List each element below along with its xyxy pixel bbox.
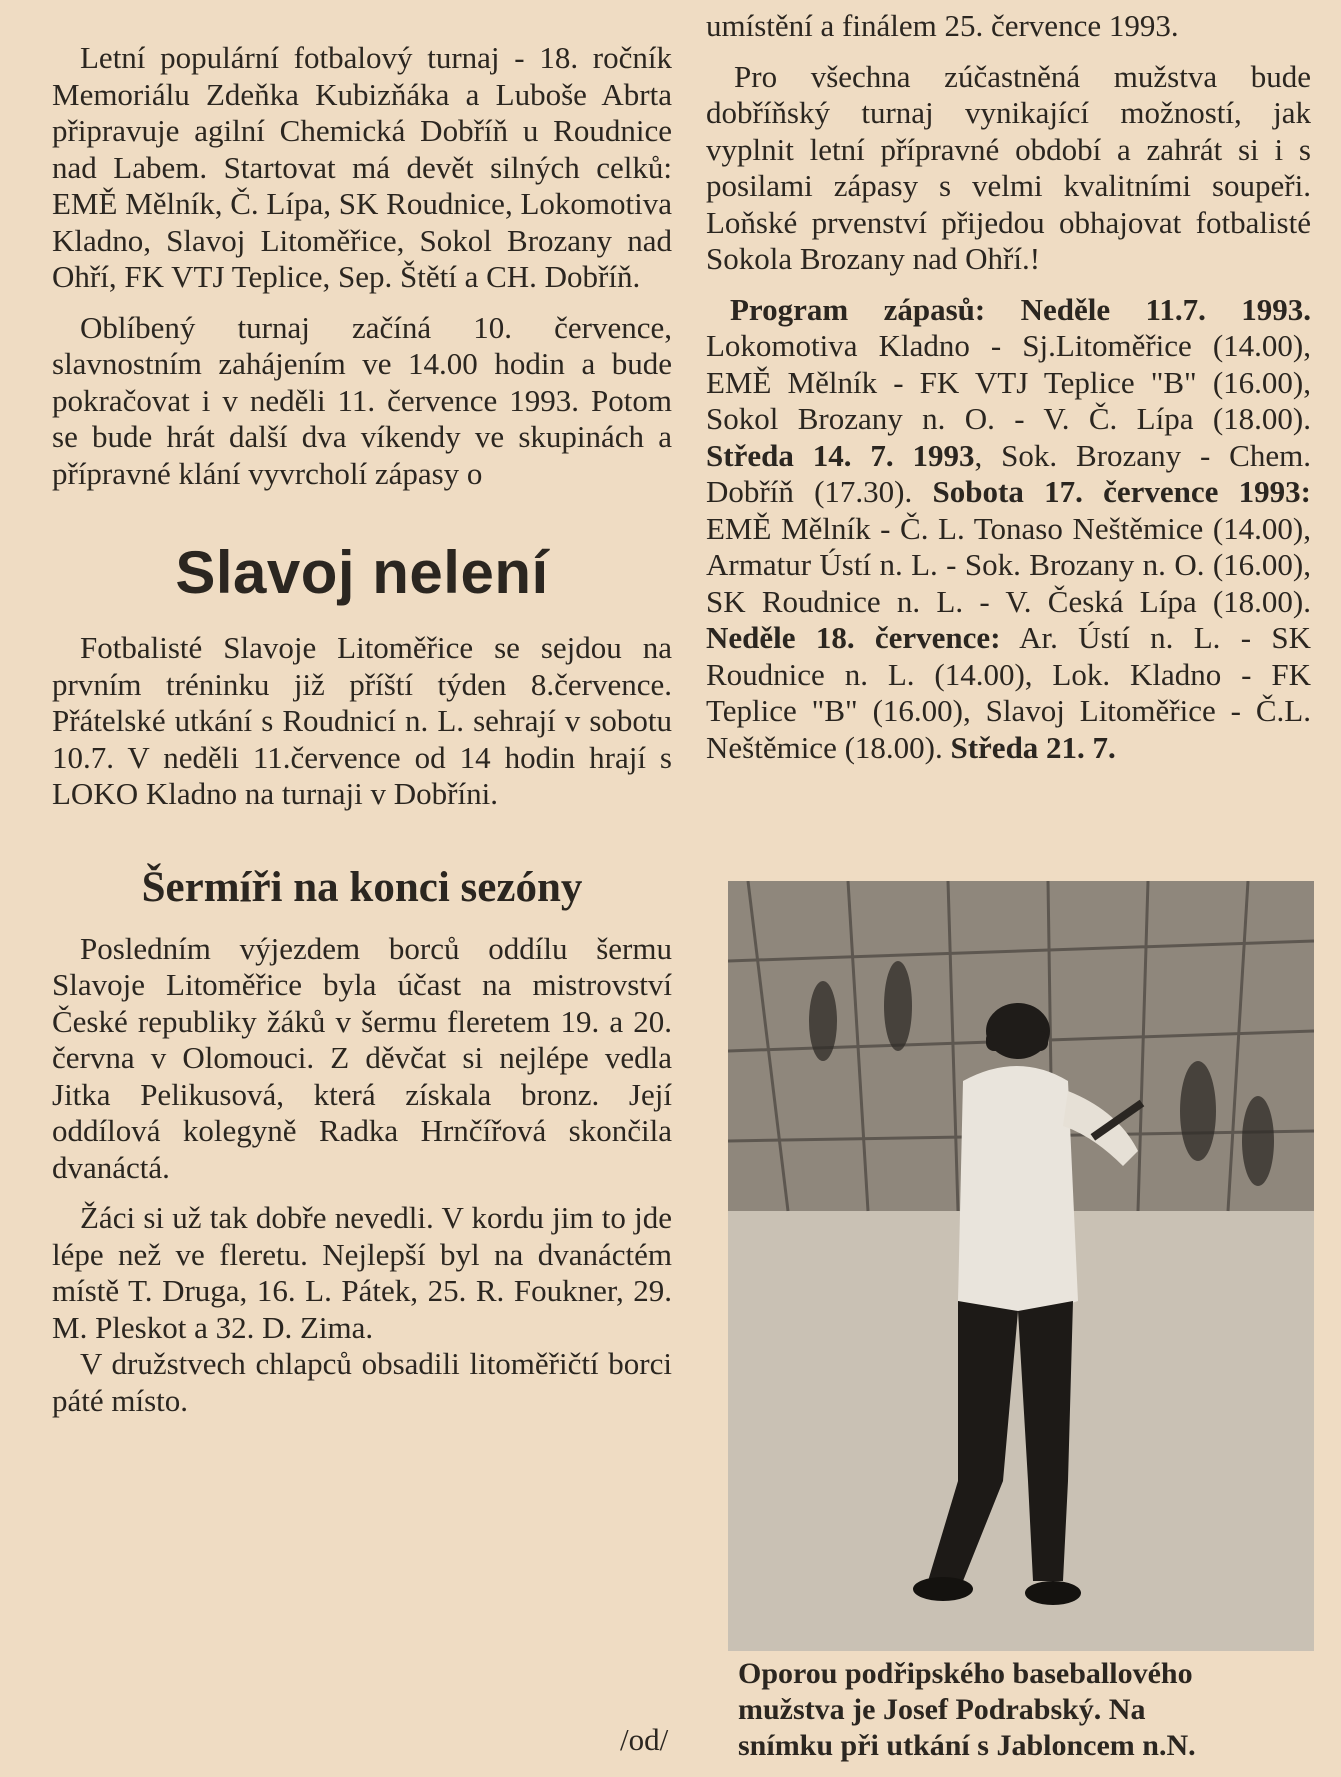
schedule-date-5: Středa 21. 7.: [950, 729, 1116, 765]
tournament-paragraph-2-continued: umístění a finálem 25. července 1993.: [706, 8, 1179, 43]
schedule-text-1: Lokomotiva Kladno - Sj.Litoměřice (14.00), EMĚ Mělník - FK VTJ Teplice "B" (16.00), Sokol Brozany n. O. - V. Č. Lípa (18.00).: [706, 328, 1311, 436]
sermiri-heading: Šermíři na konci sezóny: [141, 863, 583, 911]
slavoj-heading: Slavoj nelení: [175, 539, 549, 606]
right-column: [706, 0, 1311, 766]
sermiri-paragraph-3: V družstvech chlapců obsadili litoměřičtí borci páté místo.: [52, 1346, 672, 1418]
tournament-paragraph-1: Letní populární fotbalový turnaj - 18. ročník Memoriálu Zdeňka Kubizňáka a Luboše Abrta připravuje agilní Chemická Dobříň u Roudnice nad Labem. Startovat má devět silných celků: EMĚ Mělník, Č. Lípa, SK Roudnice, Lokomotiva Kladno, Slavoj Litoměřice, Sokol Brozany nad Ohří, FK VTJ Teplice, Sep. Štětí a CH. Dobříň.: [52, 40, 672, 294]
match-schedule: [706, 292, 1311, 767]
tournament-paragraph-3: Pro všechna zúčastněná mužstva bude dobříňský turnaj vynikající možností, jak vyplnit letní přípravné období a zahrát si i s posilami zápasy s velmi kvalitními soupeři. Loňské prvenství přijedou obhajovat fotbalisté Sokola Brozany nad Ohří.!: [706, 58, 1311, 276]
photo-caption: [738, 1656, 1328, 1764]
sermiri-paragraph-1: Posledním výjezdem borců oddílu šermu Slavoje Litoměřice byla účast na mistrovství České republiky žáků v šermu fleretem 19. a 20. června v Olomouci. Z děvčat si nejlépe vedla Jitka Pelikusová, která získala bronz. Její oddílová kolegyně Radka Hrnčířová skončila dvanáctá.: [52, 930, 672, 1185]
caption-line-3: snímku při utkání s Jabloncem n.N.: [738, 1729, 1196, 1762]
author-signature: /od/: [620, 1722, 669, 1757]
schedule-text-2: , Sok. Brozany - Chem. Dobříň (17.30).: [706, 437, 1311, 509]
left-column: [52, 0, 672, 1419]
caption-line-1: Oporou podřipského baseballového: [738, 1657, 1193, 1690]
baseball-player-illustration: [728, 881, 1314, 1651]
baseball-photo: [728, 881, 1314, 1651]
sermiri-paragraph-2: Žáci si už tak dobře nevedli. V kordu jim to jde lépe než ve fleretu. Nejlepší byl na dvanáctém místě T. Druga, 16. L. Pátek, 25. R. Foukner, 29. M. Pleskot a 32. D. Zima.: [52, 1200, 672, 1345]
caption-line-2: mužstva je Josef Podrabský. Na: [738, 1693, 1146, 1726]
schedule-text-4: Ar. Ústí n. L. - SK Roudnice n. L. (14.00), Lok. Kladno - FK Teplice "B" (16.00), Slavoj Litoměřice - Č.L. Neštěmice (18.00).: [706, 620, 1311, 765]
schedule-date-2: Středa 14. 7. 1993: [706, 437, 975, 473]
schedule-date-3: Sobota 17. července 1993:: [932, 474, 1311, 509]
tournament-paragraph-2: Oblíbený turnaj začíná 10. července, slavnostním zahájením ve 14.00 hodin a bude pokračovat i v neděli 11. července 1993. Potom se bude hrát další dva víkendy ve skupinách a přípravné klání vyvrcholí zápasy o: [52, 309, 672, 491]
slavoj-paragraph: Fotbalisté Slavoje Litoměřice se sejdou na prvním tréninku již příští týden 8.července. Přátelské utkání s Roudnicí n. L. sehrají v sobotu 10.7. V neděli 11.července od 14 hodin hrají s LOKO Kladno na turnaji v Dobříni.: [52, 630, 672, 811]
schedule-date-1: Program zápasů: Neděle 11.7. 1993.: [730, 291, 1311, 327]
schedule-date-4: Neděle 18. července:: [706, 620, 1001, 655]
schedule-text-3: EMĚ Mělník - Č. L. Tonaso Neštěmice (14.00), Armatur Ústí n. L. - Sok. Brozany n. O. (16.00), SK Roudnice n. L. - V. Česká Lípa (18.00).: [706, 510, 1311, 619]
